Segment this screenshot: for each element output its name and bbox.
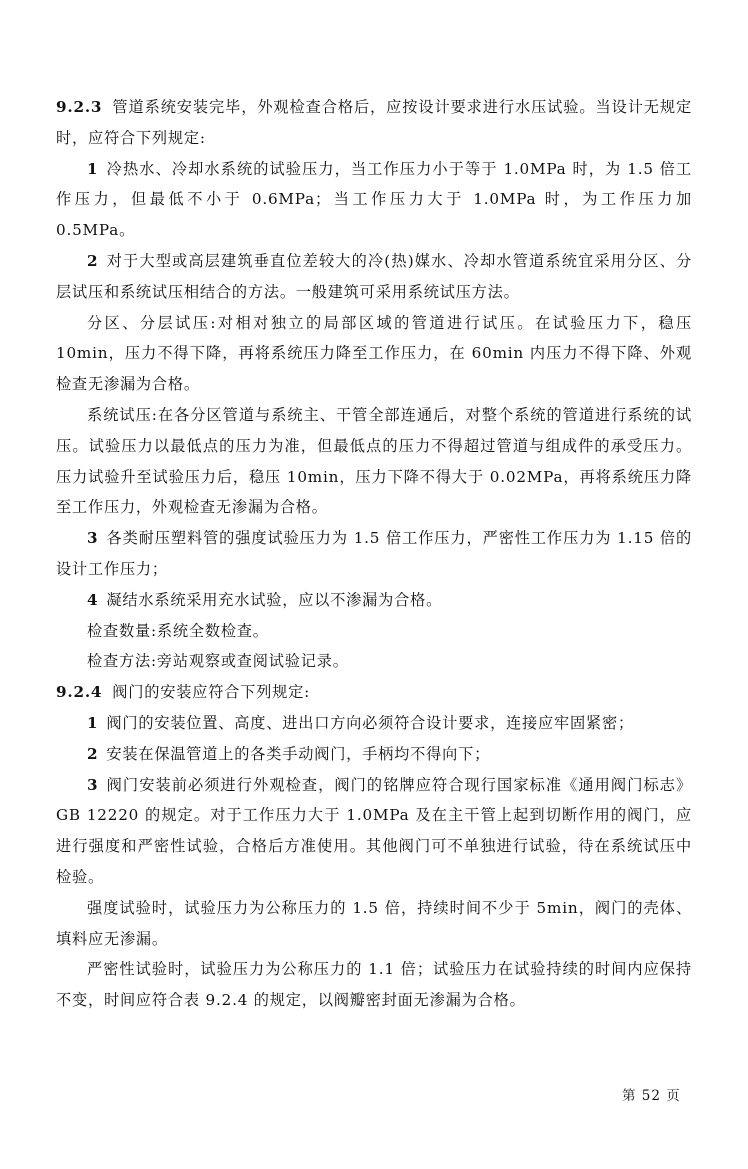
page-number: 第 52 页 xyxy=(622,1088,681,1104)
inspection-method: 检查方法:旁站观察或查阅试验记录。 xyxy=(87,652,349,671)
clause-number: 9.2.4 xyxy=(56,683,103,702)
valve-item-1 xyxy=(56,708,692,739)
body-text xyxy=(56,92,692,1016)
clause-number: 9.2.3 xyxy=(56,98,103,116)
item-4 xyxy=(56,585,692,616)
item-text: 各类耐压塑料管的强度试验压力为 1.5 倍工作压力，严密性工作压力为 1.15 倍的设计工作压力； xyxy=(56,529,692,578)
item-number: 1 xyxy=(87,159,99,178)
item-number: 3 xyxy=(87,529,99,548)
item-number: 1 xyxy=(87,713,99,732)
valve-item-2 xyxy=(56,739,692,770)
item-text: 阀门安装前必须进行外观检查，阀门的铭牌应符合现行国家标准《通用阀门标志》GB 12220 的规定。对于工作压力大于 1.0MPa 及在主干管上起到切断作用的阀门，应进行强度和严密性试验，合格后方准使用。其他阀门可不单独进行试验，待在系统试压中检验。 xyxy=(56,775,692,886)
item-1 xyxy=(56,154,692,246)
item-text: 冷热水、冷却水系统的试验压力，当工作压力小于等于 1.0MPa 时，为 1.5 倍工作压力，但最低不小于 0.6MPa；当工作压力大于 1.0MPa 时，为工作压力加 0.5MPa。 xyxy=(56,159,692,240)
strength-test-paragraph: 强度试验时，试验压力为公称压力的 1.5 倍，持续时间不少于 5min，阀门的壳体、填料应无渗漏。 xyxy=(56,898,692,948)
clause-text: 阀门的安装应符合下列规定: xyxy=(112,683,311,702)
valve-item-3 xyxy=(56,770,692,893)
item-text: 凝结水系统采用充水试验，应以不渗漏为合格。 xyxy=(106,590,443,609)
clause-9-2-4 xyxy=(56,677,692,708)
item-text: 对于大型或高层建筑垂直位差较大的冷(热)媒水、冷却水管道系统宜采用分区、分层试压和系统试压相结合的方法。一般建筑可采用系统试压方法。 xyxy=(56,251,692,301)
item-2 xyxy=(56,246,692,308)
item-text: 阀门的安装位置、高度、进出口方向必须符合设计要求，连接应牢固紧密； xyxy=(106,713,634,732)
item-number: 3 xyxy=(87,775,99,794)
item-number: 2 xyxy=(87,251,99,270)
zone-pressure-test-paragraph: 分区、分层试压:对相对独立的局部区域的管道进行试压。在试验压力下，稳压 10min，压力不得下降，再将系统压力降至工作压力，在 60min 内压力不得下降、外观检查无渗漏为合格。 xyxy=(56,313,692,394)
item-text: 安装在保温管道上的各类手动阀门，手柄均不得向下； xyxy=(106,744,491,763)
item-3 xyxy=(56,523,692,585)
item-number: 4 xyxy=(87,590,99,609)
clause-9-2-3 xyxy=(56,92,692,154)
tightness-test-paragraph: 严密性试验时，试验压力为公称压力的 1.1 倍；试验压力在试验持续的时间内应保持不变，时间应符合表 9.2.4 的规定，以阀瓣密封面无渗漏为合格。 xyxy=(56,960,692,1010)
clause-text: 管道系统安装完毕，外观检查合格后，应按设计要求进行水压试验。当设计无规定时，应符合下列规定: xyxy=(56,98,692,147)
inspection-quantity: 检查数量:系统全数检查。 xyxy=(87,621,269,640)
system-pressure-test-paragraph: 系统试压:在各分区管道与系统主、干管全部连通后，对整个系统的管道进行系统的试压。试验压力以最低点的压力为准，但最低点的压力不得超过管道与组成件的承受压力。压力试验升至试验压力后，稳压 10min，压力下降不得大于 0.02MPa，再将系统压力降至工作压力，外观检查无渗漏为合格。 xyxy=(56,405,692,517)
item-number: 2 xyxy=(87,744,99,763)
